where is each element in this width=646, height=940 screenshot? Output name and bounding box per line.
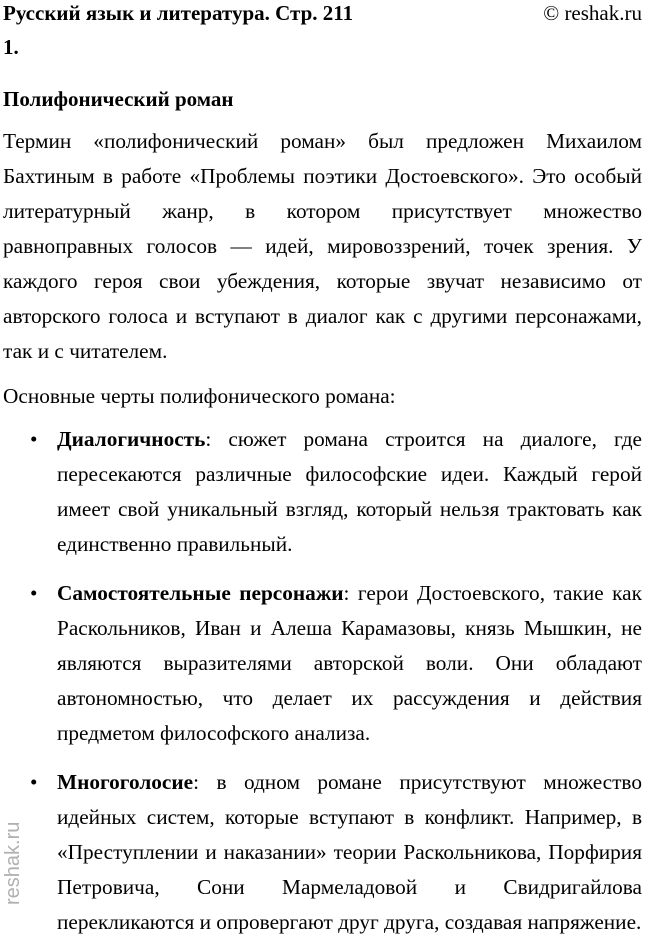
features-lead: Основные черты полифонического романа: xyxy=(3,384,396,408)
list-item xyxy=(3,765,642,940)
task-number: 1. xyxy=(3,35,19,59)
feature-text: : сюжет романа строится на диалоге, где пересекаются различные философские идеи. Каждый герой имеет свой уникальный взгляд, который нельзя трактовать как единственно правильный. xyxy=(57,427,642,556)
feature-text: : в одном романе присутствуют множество идейных систем, которые вступают в конфликт. Например, в «Преступлении и наказании» теории Раскольникова, Порфирия Петровича, Сони Мармеладовой и Свидригайлова перекликаются и опровергают друг друга, создавая напряжение. xyxy=(57,770,642,934)
header-title: Русский язык и литература. Стр. 211 xyxy=(3,1,354,25)
feature-term: Диалогичность xyxy=(57,427,206,451)
bullet-icon: • xyxy=(30,581,38,605)
section-heading: Полифонический роман xyxy=(3,87,234,111)
header-copyright: © reshak.ru xyxy=(543,1,642,25)
page-header xyxy=(3,0,642,26)
watermark: reshak.ru xyxy=(2,821,24,905)
feature-term: Многоголосие xyxy=(57,770,194,794)
feature-term: Самостоятельные персонажи xyxy=(57,581,344,605)
bullet-icon: • xyxy=(30,770,38,794)
features-list xyxy=(3,422,642,940)
list-item xyxy=(3,422,642,562)
feature-text: : герои Достоевского, такие как Раскольников, Иван и Алеша Карамазовы, князь Мышкин, не являются выразителями авторской воли. Они обладают автономностью, что делает их рассуждения и действия предметом философского анализа. xyxy=(57,581,642,745)
bullet-icon: • xyxy=(30,427,38,451)
list-item xyxy=(3,576,642,751)
intro-paragraph: Термин «полифонический роман» был предложен Михаилом Бахтиным в работе «Проблемы поэтики Достоевского». Это особый литературный жанр, в котором присутствует множество равноправных голосов — идей, мировоззрений, точек зрения. У каждого героя свои убеждения, которые звучат независимо от авторского голоса и вступают в диалог как с другими персонажами, так и с читателем. xyxy=(3,129,642,363)
